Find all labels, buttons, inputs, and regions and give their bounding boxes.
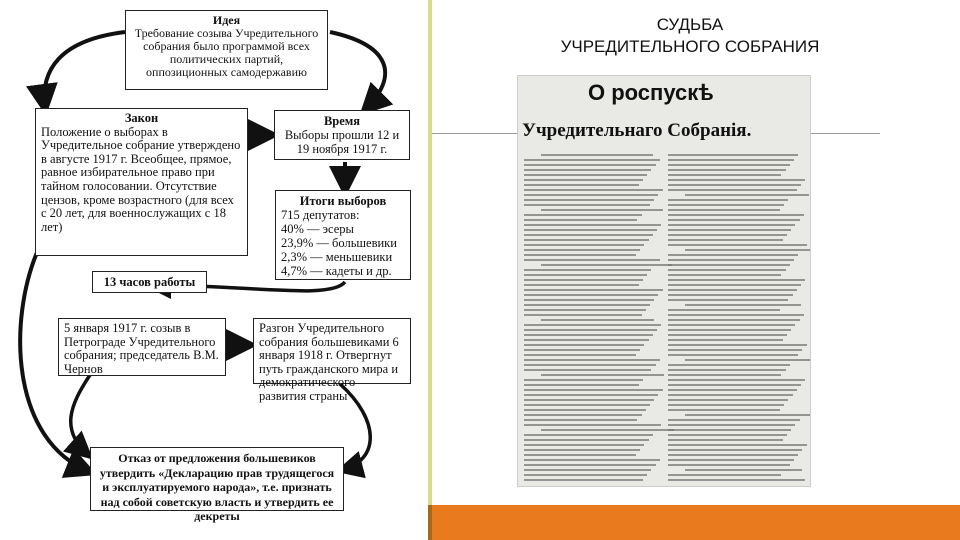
results-title: Итоги выборов (299, 194, 387, 208)
newspaper-text-line (541, 429, 674, 431)
newspaper-text-line (524, 419, 637, 421)
diagram-panel (0, 0, 428, 540)
newspaper-text-line (524, 274, 647, 276)
convened-box (58, 318, 226, 376)
newspaper-text-line (524, 399, 654, 401)
newspaper-text-line (668, 429, 791, 431)
newspaper-text-line (524, 314, 642, 316)
newspaper-text-line (524, 229, 657, 231)
law-box (35, 108, 248, 256)
time-text: Выборы прошли 12 и 19 ноября 1917 г. (284, 128, 400, 156)
newspaper-text-line (524, 214, 642, 216)
newspaper-text-line (541, 154, 653, 156)
newspaper-text-line (524, 249, 640, 251)
bottom-accent-bar (432, 505, 960, 540)
newspaper-text-line (524, 409, 646, 411)
time-box (274, 110, 410, 160)
slide-title-line-1: СУДЬБА (656, 15, 724, 34)
newspaper-text-line (541, 209, 663, 211)
newspaper-text-line (668, 459, 794, 461)
newspaper-text-line (524, 359, 660, 361)
newspaper-text-line (524, 294, 658, 296)
newspaper-text-line (524, 334, 653, 336)
slide-title-line-2: УЧРЕДИТЕЛЬНОГО СОБРАНИЯ (560, 37, 820, 56)
newspaper-text-line (668, 294, 793, 296)
newspaper-text-line (524, 424, 661, 426)
newspaper-text-line (668, 339, 783, 341)
newspaper-text-line (524, 204, 650, 206)
newspaper-text-line (668, 269, 786, 271)
newspaper-text-line (668, 264, 790, 266)
newspaper-text-line (668, 334, 787, 336)
arrow-convened-to-refusal (71, 375, 90, 455)
newspaper-text-line (524, 474, 647, 476)
newspaper-text-line (668, 439, 783, 441)
slide-title (540, 14, 840, 58)
newspaper-text-line (524, 464, 656, 466)
newspaper-headline-1: О роспускѣ (588, 80, 714, 105)
newspaper-text-line (668, 199, 788, 201)
newspaper-text-line (668, 244, 807, 246)
dispersal-text: Разгон Учредительного собрания большевиками 6 января 1918 г. Отвергнут путь гражданского мира и демократического развития страны (259, 321, 399, 403)
newspaper-text-line (668, 159, 794, 161)
newspaper-text-line (541, 374, 664, 376)
newspaper-text-line (524, 389, 663, 391)
newspaper-text-line (524, 199, 654, 201)
newspaper-text-line (668, 384, 801, 386)
hours-text: 13 часов работы (103, 275, 196, 289)
newspaper-text-line (524, 414, 642, 416)
newspaper-text-line (524, 279, 643, 281)
newspaper-text-line (524, 189, 663, 191)
newspaper-text-line (668, 289, 797, 291)
newspaper-text-line (668, 164, 790, 166)
newspaper-text-line (668, 174, 781, 176)
newspaper-text-line (668, 279, 805, 281)
newspaper-text-line (524, 394, 658, 396)
newspaper-text-line (668, 274, 781, 276)
newspaper-text-line (524, 369, 651, 371)
newspaper-text-line (524, 259, 660, 261)
newspaper-text-line (668, 324, 795, 326)
newspaper-text-line (524, 304, 650, 306)
newspaper-text-line (685, 359, 811, 361)
newspaper-text-line (524, 159, 660, 161)
results-box (275, 190, 411, 280)
newspaper-text-line (524, 404, 650, 406)
newspaper-headline-2: Учредительнаго Собранія. (522, 120, 752, 141)
newspaper-text-line (685, 249, 811, 251)
newspaper-text-line (668, 219, 800, 221)
newspaper-text-line (524, 239, 649, 241)
newspaper-text-line (668, 364, 790, 366)
dispersal-box (253, 318, 411, 403)
arrow-idea-to-law (44, 32, 125, 108)
newspaper-text-line (668, 424, 795, 426)
newspaper-column-right (668, 154, 808, 484)
newspaper-column-left (524, 154, 664, 484)
newspaper-text-line (668, 179, 805, 181)
newspaper-text-line (524, 479, 643, 481)
newspaper-text-line (668, 154, 798, 156)
results-line-3: 23,9% — большевики (281, 236, 397, 250)
newspaper-text-line (524, 284, 639, 286)
idea-box (125, 10, 328, 90)
results-line-4: 2,3% — меньшевики (281, 250, 393, 264)
results-line-2: 40% — эсеры (281, 222, 354, 236)
newspaper-text-line (668, 214, 804, 216)
arrow-idea-to-time (330, 32, 385, 110)
idea-text: Требование созыва Учредительного собрания было программой всех политических партий, оппозиционных самодержавию (134, 26, 319, 79)
newspaper-text-line (524, 309, 646, 311)
newspaper-text-line (524, 324, 661, 326)
law-title: Закон (124, 111, 159, 125)
newspaper-text-line (524, 174, 647, 176)
newspaper-text-line (668, 254, 798, 256)
newspaper-image (517, 75, 811, 487)
newspaper-text-line (668, 419, 800, 421)
newspaper-text-line (524, 244, 644, 246)
newspaper-text-line (524, 364, 656, 366)
newspaper-text-line (524, 169, 651, 171)
newspaper-text-line (668, 169, 786, 171)
newspaper-text-line (668, 399, 788, 401)
newspaper-text-line (668, 329, 791, 331)
newspaper-text-line (668, 434, 787, 436)
newspaper-text-line (668, 449, 802, 451)
newspaper-text-line (668, 209, 780, 211)
newspaper-text-line (524, 219, 637, 221)
refusal-box (90, 447, 344, 523)
newspaper-text-line (668, 409, 780, 411)
newspaper-text-line (668, 224, 795, 226)
newspaper-text-line (668, 229, 791, 231)
newspaper-text-line (668, 349, 802, 351)
newspaper-text-line (668, 189, 797, 191)
results-line-5: 4,7% — кадеты и др. (281, 264, 392, 278)
newspaper-text-line (668, 259, 794, 261)
newspaper-text-line (685, 304, 801, 306)
newspaper-text-line (524, 354, 636, 356)
convened-text: 5 января 1917 г. созыв в Петрограде Учредительного собрания; председатель В.М. Чернов (64, 321, 219, 376)
newspaper-text-line (668, 234, 787, 236)
refusal-text: Отказ от предложения большевиков утвердить «Декларацию прав трудящегося и эксплуатируемого народа», т.е. признать над собой советскую власть и утвердить ее декреты (99, 451, 335, 523)
newspaper-text-line (524, 254, 636, 256)
newspaper-text-line (668, 394, 793, 396)
newspaper-text-line (541, 319, 654, 321)
newspaper-text-line (668, 444, 807, 446)
hours-box (92, 271, 207, 293)
law-text: Положение о выборах в Учредительное собрание утверждено в августе 1917 г. Всеобщее, прямое, равное избирательное право при тайном голосовании. Отсутствие цензов, кроме возрастного (для всех с 20 лет, для военнослужащих с 18 лет) (41, 124, 241, 234)
newspaper-text-line (524, 329, 657, 331)
newspaper-text-line (524, 179, 643, 181)
newspaper-text-line (685, 194, 810, 196)
newspaper-text-line (524, 454, 636, 456)
newspaper-text-line (668, 464, 790, 466)
newspaper-text-line (668, 404, 784, 406)
newspaper-text-line (524, 349, 640, 351)
newspaper-text-line (524, 194, 658, 196)
time-title: Время (323, 114, 361, 128)
newspaper-text-line (668, 374, 781, 376)
newspaper-text-line (668, 369, 786, 371)
newspaper-text-line (524, 289, 663, 291)
newspaper-text-line (685, 414, 811, 416)
newspaper-text-line (524, 299, 654, 301)
newspaper-text-line (668, 184, 801, 186)
newspaper-text-line (524, 469, 651, 471)
newspaper-text-line (668, 389, 797, 391)
newspaper-text-line (668, 354, 798, 356)
newspaper-text-line (668, 479, 805, 481)
results-line-1: 715 депутатов: (281, 208, 360, 222)
newspaper-text-line (668, 454, 798, 456)
newspaper-text-line (524, 339, 649, 341)
newspaper-text-line (524, 444, 644, 446)
idea-title: Идея (212, 13, 241, 27)
newspaper-text-line (524, 344, 644, 346)
newspaper-text-line (524, 269, 651, 271)
newspaper-text-line (668, 474, 781, 476)
newspaper-text-line (524, 439, 649, 441)
newspaper-text-line (524, 379, 643, 381)
newspaper-text-line (668, 284, 801, 286)
newspaper-text-line (524, 449, 640, 451)
newspaper-text-line (541, 264, 673, 266)
newspaper-text-line (524, 234, 653, 236)
newspaper-text-line (668, 204, 784, 206)
newspaper-text-line (524, 434, 653, 436)
newspaper-text-line (524, 459, 660, 461)
newspaper-text-line (524, 384, 639, 386)
accent-stripe (428, 0, 432, 540)
newspaper-text-line (668, 314, 804, 316)
newspaper-text-line (668, 344, 807, 346)
newspaper-text-line (668, 379, 805, 381)
newspaper-text-line (524, 224, 661, 226)
newspaper-text-line (685, 469, 803, 471)
newspaper-text-line (668, 239, 783, 241)
newspaper-text-line (524, 164, 656, 166)
newspaper-text-line (668, 309, 780, 311)
newspaper-text-line (524, 184, 639, 186)
newspaper-text-line (668, 299, 788, 301)
newspaper-text-line (668, 319, 800, 321)
